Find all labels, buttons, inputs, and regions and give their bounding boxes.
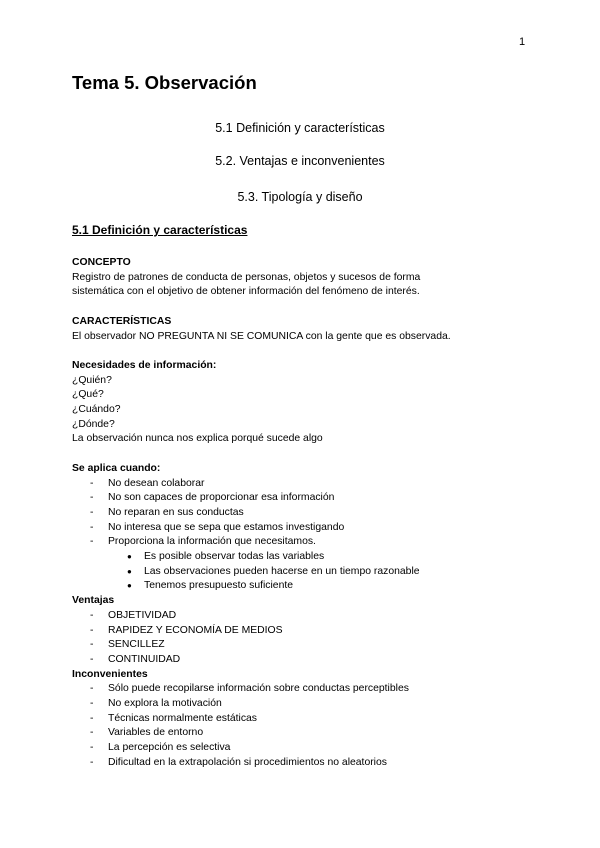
list-item: - RAPIDEZ Y ECONOMÍA DE MEDIOS xyxy=(72,624,542,639)
list-item: - Técnicas normalmente estáticas xyxy=(72,712,542,727)
toc-item-ventajas: 5.2. Ventajas e inconvenientes xyxy=(215,154,385,168)
ventajas-heading: Ventajas xyxy=(72,595,115,607)
list-item: - OBJETIVIDAD xyxy=(72,609,542,624)
ventajas-list xyxy=(72,609,542,668)
section-heading: 5.1 Definición y características xyxy=(72,223,248,237)
list-item: - No son capaces de proporcionar esa información xyxy=(72,491,542,506)
list-item: - CONTINUIDAD xyxy=(72,653,542,668)
page-number: 1 xyxy=(519,36,526,48)
necesidades-heading: Necesidades de información: xyxy=(72,359,217,371)
concepto-line: Registro de patrones de conducta de personas, objetos y sucesos de forma xyxy=(72,271,421,283)
list-item: ● Las observaciones pueden hacerse en un tiempo razonable xyxy=(72,565,542,580)
page-title: Tema 5. Observación xyxy=(72,72,257,93)
list-item: - No desean colaborar xyxy=(72,477,542,492)
aplica-heading: Se aplica cuando: xyxy=(72,462,161,474)
caracteristicas-heading: CARACTERÍSTICAS xyxy=(72,315,172,327)
toc-item-definicion: 5.1 Definición y características xyxy=(215,121,385,135)
necesidades-line: ¿Qué? xyxy=(72,389,104,401)
necesidades-line: ¿Quién? xyxy=(72,374,112,386)
concepto-line: sistemática con el objetivo de obtener información del fenómeno de interés. xyxy=(72,286,420,298)
list-item: - Proporciona la información que necesitamos. xyxy=(72,535,542,550)
inconvenientes-list xyxy=(72,682,542,770)
list-item: - No reparan en sus conductas xyxy=(72,506,542,521)
list-item: ● Es posible observar todas las variables xyxy=(72,550,542,565)
necesidades-line: ¿Dónde? xyxy=(72,418,115,430)
section-content xyxy=(72,222,542,771)
list-item: - La percepción es selectiva xyxy=(72,741,542,756)
list-item: ● Tenemos presupuesto suficiente xyxy=(72,579,542,594)
list-item: - Sólo puede recopilarse información sobre conductas perceptibles xyxy=(72,682,542,697)
aplica-list xyxy=(72,477,542,551)
necesidades-line: ¿Cuándo? xyxy=(72,404,121,415)
list-item: - SENCILLEZ xyxy=(72,638,542,653)
list-item: - Dificultad en la extrapolación si procedimientos no aleatorios xyxy=(72,756,542,771)
list-item: - No explora la motivación xyxy=(72,697,542,712)
concepto-heading: CONCEPTO xyxy=(72,257,131,268)
aplica-sublist xyxy=(72,550,542,594)
inconvenientes-heading: Inconvenientes xyxy=(72,668,148,680)
toc-item-tipologia: 5.3. Tipología y diseño xyxy=(237,190,363,204)
list-item: - No interesa que se sepa que estamos investigando xyxy=(72,521,542,536)
caracteristicas-line: El observador NO PREGUNTA NI SE COMUNICA con la gente que es observada. xyxy=(72,330,451,342)
necesidades-line: La observación nunca nos explica porqué sucede algo xyxy=(72,433,323,445)
list-item: - Variables de entorno xyxy=(72,726,542,741)
